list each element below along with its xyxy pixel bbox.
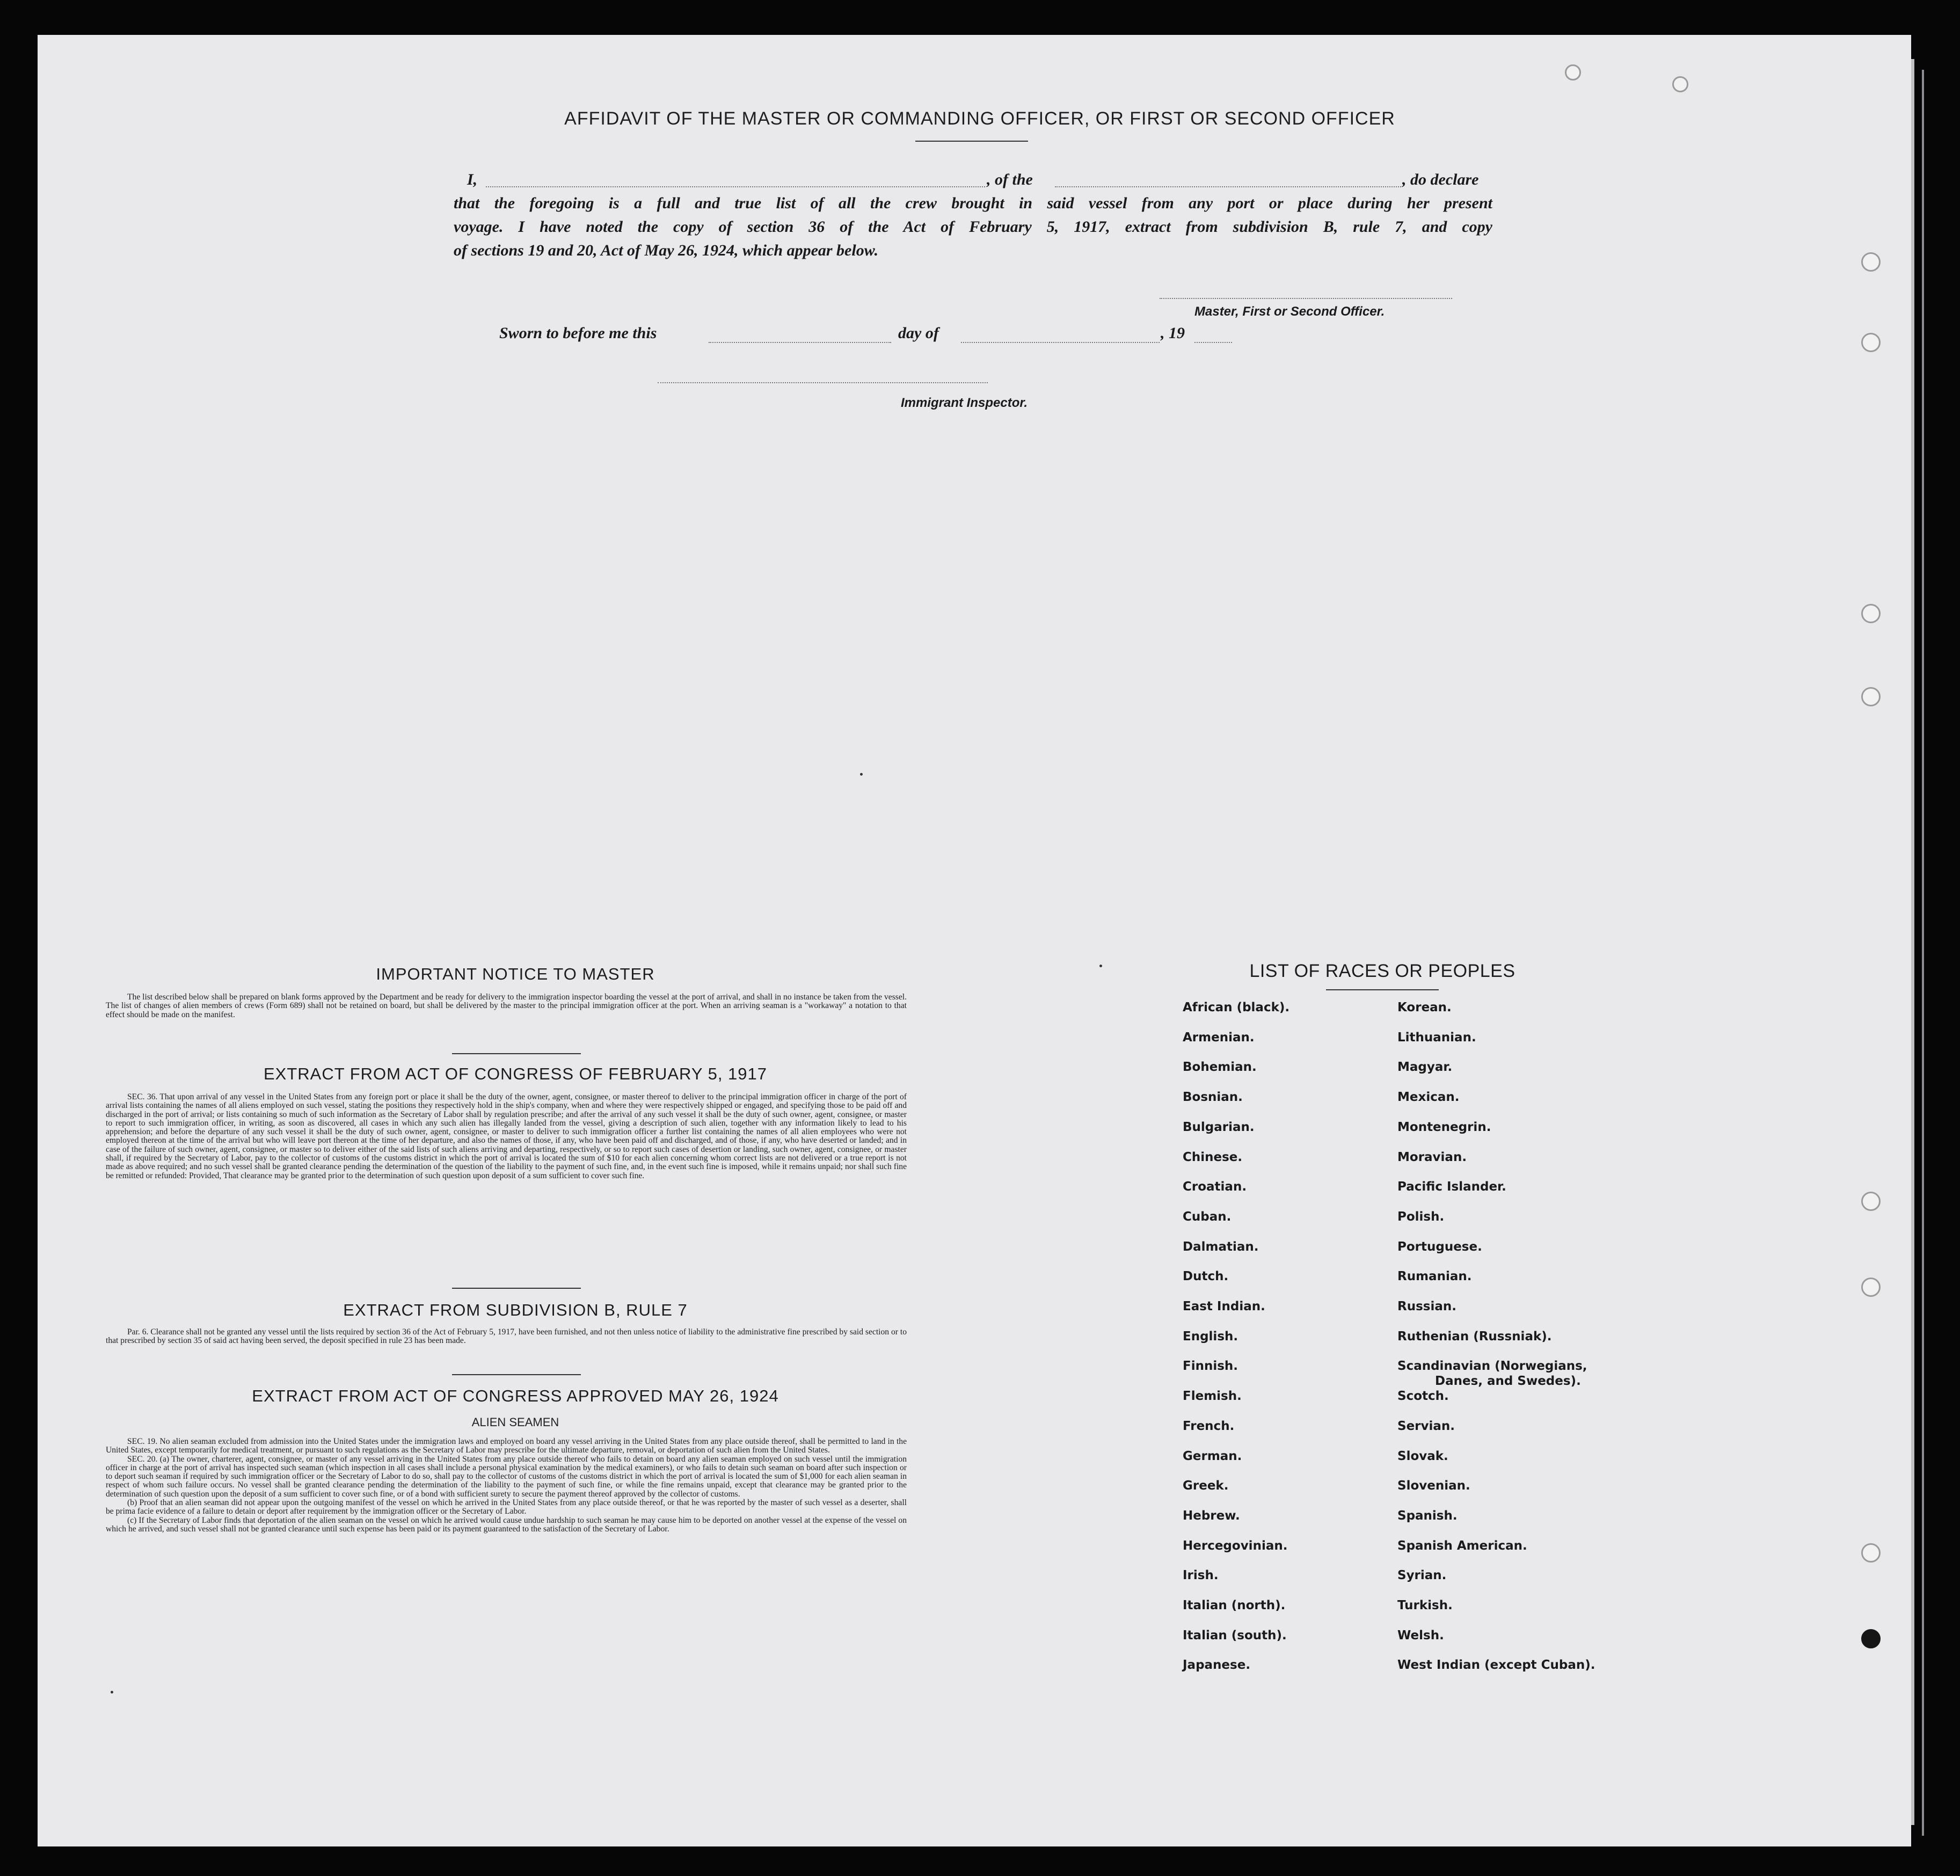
race-item: Korean.	[1397, 1001, 1452, 1014]
binder-hole	[1861, 1192, 1881, 1211]
race-item: Lithuanian.	[1397, 1031, 1476, 1045]
name-blank[interactable]	[486, 186, 985, 187]
divider	[915, 141, 1028, 142]
race-item: Dutch.	[1183, 1269, 1229, 1283]
binder-hole	[1861, 252, 1881, 272]
race-item: Irish.	[1183, 1568, 1219, 1582]
divider	[452, 1288, 581, 1289]
section-20a: SEC. 20. (a) The owner, charterer, agent, consignee, or master of any vessel arriving in the United States from any place outside thereof who fails to detain on board any alien seaman employed on such vessel until the immigration officer in charge at the port of arrival has inspected such seaman (which inspection in all cases shall include a personal physical examination by the medical examiners), or who fails to detain such seaman on board after such inspection or to deport such seaman if required by such immigration officer or the Secretary of Labor to do so, shall pay to the collector of customs of the customs district in which the port of arrival is located the sum of $1,000 for each alien seaman in respect of whom such failure occurs. No vessel shall be granted clearance pending the determination of the liability to the payment of such fine, or while the fine remains unpaid, except that clearance may be granted prior to the determination of such question upon the deposit of a sum sufficient to cover such fine, or of a bond with sufficient surety to secure the payment thereof approved by the collector of customs.	[106, 1454, 907, 1499]
extract-1924-text	[106, 1437, 907, 1534]
race-item: Cuban.	[1183, 1210, 1232, 1224]
affidavit-declare: , do declare	[1402, 171, 1479, 188]
race-item: Flemish.	[1183, 1389, 1242, 1403]
race-item: Spanish American.	[1397, 1539, 1527, 1553]
race-item: Syrian.	[1397, 1568, 1447, 1582]
race-item: Pacific Islander.	[1397, 1180, 1506, 1194]
race-item: Italian (north).	[1183, 1598, 1286, 1612]
rule-7-title: EXTRACT FROM SUBDIVISION B, RULE 7	[343, 1301, 688, 1319]
race-item: Danes, and Swedes).	[1435, 1374, 1581, 1388]
page-edge	[1911, 59, 1914, 1825]
binder-hole	[1861, 1543, 1881, 1563]
race-item: Mexican.	[1397, 1090, 1460, 1104]
affidavit-title: AFFIDAVIT OF THE MASTER OR COMMANDING OFFICER, OR FIRST OR SECOND OFFICER	[564, 108, 1395, 129]
race-item: Bulgarian.	[1183, 1120, 1255, 1134]
race-item: Rumanian.	[1397, 1269, 1472, 1283]
race-item: Chinese.	[1183, 1150, 1243, 1164]
page-edge	[1922, 70, 1924, 1836]
race-item: Dalmatian.	[1183, 1240, 1259, 1254]
race-item: Scandinavian (Norwegians,	[1397, 1359, 1587, 1373]
notice-title: IMPORTANT NOTICE TO MASTER	[376, 965, 655, 983]
races-title: LIST OF RACES OR PEOPLES	[1249, 961, 1515, 981]
race-item: German.	[1183, 1449, 1242, 1463]
race-item: Armenian.	[1183, 1031, 1255, 1045]
rule-7-text: Par. 6. Clearance shall not be granted any vessel until the lists required by section 36 of the Act of February 5, 1917, have been furnished, and not then unless notice of liability to the administrative fine prescribed by said section or to that prescribed by section 35 of said act having been served, the deposit specified in rule 23 has been made.	[106, 1327, 907, 1346]
race-item: Greek.	[1183, 1479, 1229, 1493]
race-item: Bosnian.	[1183, 1090, 1243, 1104]
race-item: Bohemian.	[1183, 1060, 1257, 1074]
race-item: Japanese.	[1183, 1658, 1251, 1672]
race-item: English.	[1183, 1330, 1238, 1344]
extract-1917-text: SEC. 36. That upon arrival of any vessel in the United States from any foreign port or place it shall be the duty of the owner, agent, consignee, or master thereof to deliver to the principal immigration officer in charge of the port of arrival lists containing the names of all aliens employed on such vessel, stating the positions they respectively hold in the ship's company, when and where they were respectively shipped or engaged, and specifying those to be paid off and discharged in the port of arrival; or lists containing so much of such information as the Secretary of Labor shall by regulation prescribe; and after the arrival of any such vessel it shall be the duty of such owner, agent, consignee, or master to report to such immigration officer, in writing, as soon as discovered, all cases in which any such alien has illegally landed from the vessel, giving a description of such alien, together with any information likely to lead to his apprehension; and before the departure of any such vessel it shall be the duty of such owner, agent, consignee, or master to deliver to such immigration officer a further list containing the names of all alien employees who were not employed thereon at the time of the arrival but who will leave port thereon at the time of her departure, and also the names of those, if any, who have been paid off and discharged, and of those, if any, who have deserted or landed; and in case of the failure of such owner, agent, consignee, or master so to deliver either of the said lists of such aliens arriving and departing, respectively, or so to report such cases of desertion or landing, such owner, agent, consignee, or master shall, if required by the Secretary of Labor, pay to the collector of customs of the customs district in which the port of arrival is located the sum of $10 for each alien concerning whom correct lists are not delivered or a true report is not made as above required; and no such vessel shall be granted clearance pending the determination of the question of the liability to the payment of such fine, and, in the event such fine is imposed, while it remains unpaid; nor shall such fine be remitted or refunded: Provided, That clearance may be granted prior to the determination of such question upon deposit of a sum sufficient to cover such fine.	[106, 1092, 907, 1180]
year-blank[interactable]	[1194, 342, 1232, 343]
binder-hole	[1861, 687, 1881, 706]
day-of-text: day of	[898, 324, 939, 342]
inspector-signature-blank[interactable]	[658, 382, 988, 383]
race-item: Servian.	[1397, 1419, 1455, 1433]
race-item: Spanish.	[1397, 1509, 1458, 1523]
divider	[452, 1374, 581, 1375]
race-item: Portuguese.	[1397, 1240, 1482, 1254]
race-item: West Indian (except Cuban).	[1397, 1658, 1595, 1672]
affidavit-line-2: that the foregoing is a full and true list of all the crew brought in said vessel from any port or place during her present	[454, 194, 1492, 212]
race-item: Hebrew.	[1183, 1509, 1240, 1523]
notice-text: The list described below shall be prepared on blank forms approved by the Department and be ready for delivery to the immigration inspector boarding the vessel at the port of arrival, and shall in no instance be taken from the vessel. The list of changes of alien members of crews (Form 689) shall not be retained on board, but shall be delivered by the master to the principal immigration officer at the port. When an arriving seaman is a "workaway" a notation to that effect should be made on the manifest.	[106, 992, 907, 1019]
race-item: Russian.	[1397, 1300, 1456, 1313]
section-20b: (b) Proof that an alien seaman did not appear upon the outgoing manifest of the vessel on which he arrived in the United States from any place outside thereof, or that he was reported by the master of such vessel as a deserter, shall be prima facie evidence of a failure to detain or deport after requirement by the immigration officer or the Secretary of Labor.	[106, 1498, 907, 1516]
inspector-caption: Immigrant Inspector.	[901, 396, 1028, 410]
alien-seamen-subtitle: ALIEN SEAMEN	[471, 1415, 559, 1429]
binder-hole	[1861, 1629, 1881, 1648]
race-item: African (black).	[1183, 1001, 1290, 1014]
binder-hole	[1565, 64, 1581, 81]
sworn-text: Sworn to before me this	[499, 324, 657, 342]
race-item: Scotch.	[1397, 1389, 1449, 1403]
binder-hole	[1861, 604, 1881, 623]
section-20c: (c) If the Secretary of Labor finds that deportation of the alien seaman on the vessel on which he arrived would cause undue hardship to such seaman he may cause him to be deported on another vessel at the expense of the vessel on which he arrived, and such vessel shall not be granted clearance until such expense has been paid or its payment guaranteed to the satisfaction of the Secretary of Labor.	[106, 1515, 907, 1534]
race-item: Hercegovinian.	[1183, 1539, 1288, 1553]
binder-hole	[1861, 333, 1881, 352]
speck	[111, 1691, 113, 1693]
race-item: Italian (south).	[1183, 1629, 1287, 1643]
race-item: Turkish.	[1397, 1598, 1453, 1612]
affidavit-i: I,	[467, 171, 478, 188]
divider	[1326, 989, 1439, 990]
race-item: Moravian.	[1397, 1150, 1467, 1164]
speck	[860, 773, 863, 776]
race-item: Slovak.	[1397, 1449, 1448, 1463]
affidavit-of-the: , of the	[987, 171, 1033, 188]
speck	[1099, 965, 1102, 967]
extract-1917-title: EXTRACT FROM ACT OF CONGRESS OF FEBRUARY 5, 1917	[263, 1064, 768, 1083]
day-blank[interactable]	[709, 342, 891, 343]
affidavit-line-3: voyage. I have noted the copy of section 36 of the Act of February 5, 1917, extract from subdivision B, rule 7, and copy	[454, 218, 1492, 236]
race-item: Montenegrin.	[1397, 1120, 1491, 1134]
section-19: SEC. 19. No alien seaman excluded from admission into the United States under the immigration laws and employed on board any vessel arriving in the United States from any place outside thereof, shall be permitted to land in the United States, except temporarily for medical treatment, or pursuant to such regulations as the Secretary of Labor may prescribe for the ultimate departure, removal, or deportation of such alien from the United States.	[106, 1437, 907, 1455]
vessel-blank[interactable]	[1055, 186, 1401, 187]
race-item: Welsh.	[1397, 1629, 1444, 1643]
master-signature-blank[interactable]	[1160, 298, 1452, 299]
race-item: Croatian.	[1183, 1180, 1247, 1194]
month-blank[interactable]	[961, 342, 1160, 343]
extract-1924-title: EXTRACT FROM ACT OF CONGRESS APPROVED MAY 26, 1924	[252, 1386, 779, 1405]
binder-hole	[1672, 76, 1688, 92]
race-item: French.	[1183, 1419, 1235, 1433]
document-page	[38, 35, 1911, 1846]
divider	[452, 1053, 581, 1054]
race-item: Magyar.	[1397, 1060, 1453, 1074]
year-prefix: , 19	[1161, 324, 1185, 342]
affidavit-line-4: of sections 19 and 20, Act of May 26, 1924, which appear below.	[454, 242, 879, 259]
race-item: Ruthenian (Russniak).	[1397, 1330, 1552, 1344]
binder-hole	[1861, 1278, 1881, 1297]
race-item: Polish.	[1397, 1210, 1445, 1224]
master-caption: Master, First or Second Officer.	[1194, 304, 1385, 319]
race-item: Finnish.	[1183, 1359, 1238, 1373]
race-item: Slovenian.	[1397, 1479, 1470, 1493]
race-item: East Indian.	[1183, 1300, 1265, 1313]
